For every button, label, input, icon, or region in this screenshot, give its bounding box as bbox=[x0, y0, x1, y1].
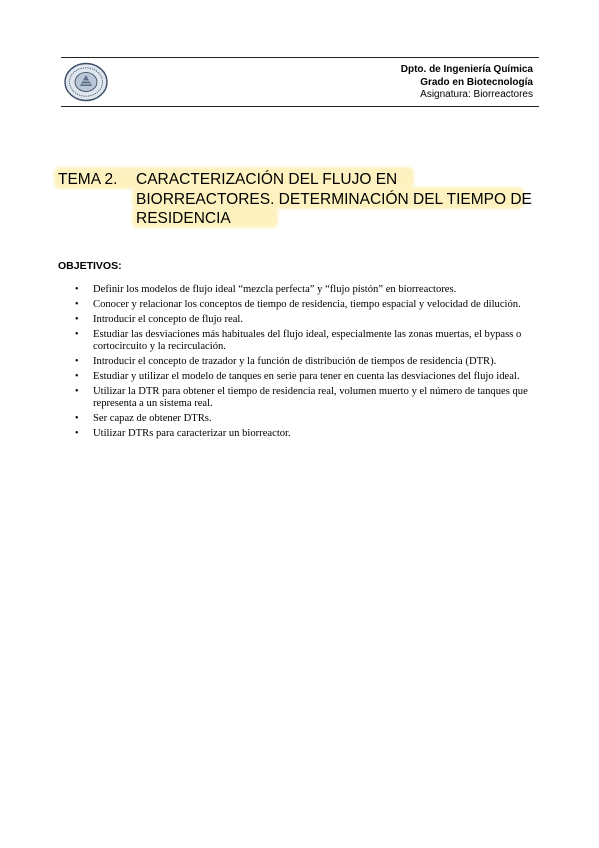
header-bottom-rule bbox=[61, 106, 539, 107]
degree-name: Grado en Biotecnología bbox=[420, 76, 533, 88]
objective-item: • Estudiar y utilizar el modelo de tanques en serie para tener en cuenta las desviaciones del flujo ideal. bbox=[58, 371, 542, 383]
objective-item: • Definir los modelos de flujo ideal “mezcla perfecta” y “flujo pistón” en biorreactores. bbox=[58, 284, 542, 296]
objective-item: • Estudiar las desviaciones más habituales del flujo ideal, especialmente las zonas muertas, el bypass o cortocircuito y la recirculación. bbox=[58, 329, 542, 354]
department-name: Dpto. de Ingeniería Química bbox=[400, 64, 533, 75]
objectives-heading: OBJETIVOS: bbox=[58, 260, 122, 272]
topic-title: CARACTERIZACIÓN DEL FLUJO EN BIORREACTORES. DETERMINACIÓN DEL TIEMPO DE RESIDENCIA bbox=[136, 171, 532, 227]
university-seal-icon bbox=[63, 62, 109, 102]
subject-name: Asignatura: Biorreactores bbox=[420, 89, 533, 100]
objectives-list bbox=[58, 284, 542, 443]
objective-item: • Introducir el concepto de flujo real. bbox=[58, 314, 542, 326]
header-top-rule bbox=[61, 57, 539, 58]
objective-item: • Utilizar la DTR para obtener el tiempo de residencia real, volumen muerto y el número de tanques que representa a un sistema real. bbox=[58, 386, 542, 411]
objective-item: • Ser capaz de obtener DTRs. bbox=[58, 413, 542, 425]
objective-item: • Conocer y relacionar los conceptos de tiempo de residencia, tiempo espacial y velocidad de dilución. bbox=[58, 299, 542, 311]
objective-item: • Utilizar DTRs para caracterizar un biorreactor. bbox=[58, 428, 542, 440]
header-department-block bbox=[401, 64, 533, 102]
topic-number: TEMA 2. bbox=[58, 171, 118, 188]
objective-item: • Introducir el concepto de trazador y la función de distribución de tiempos de residencia (DTR). bbox=[58, 356, 542, 368]
